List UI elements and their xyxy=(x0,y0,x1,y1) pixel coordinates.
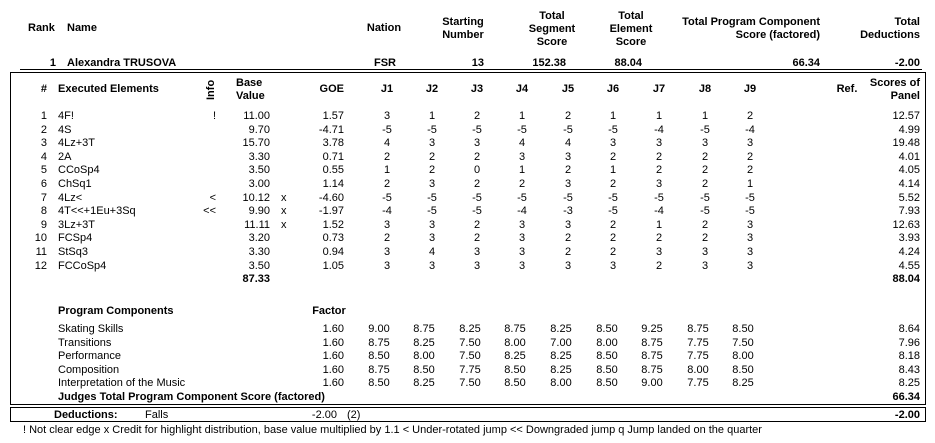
element-judge-score: 3 xyxy=(518,218,526,231)
element-judge-score: 2 xyxy=(518,178,526,190)
component-name: Transitions xyxy=(58,336,112,349)
element-panel-score: 7.93 xyxy=(898,205,920,218)
element-panel-score: 4.14 xyxy=(898,178,920,190)
element-judge-score: 3 xyxy=(473,137,481,150)
element-goe: 3.78 xyxy=(322,137,344,150)
element-judge-score: 4 xyxy=(428,246,436,258)
element-judge-score: 3 xyxy=(473,259,481,272)
element-judge-score: -4 xyxy=(517,205,527,218)
element-credit-mark: x xyxy=(281,205,287,218)
element-number: 4 xyxy=(40,150,47,163)
element-judge-score: 1 xyxy=(701,110,709,122)
elements-score-total: 88.04 xyxy=(892,273,920,286)
judge-header-j4: J4 xyxy=(515,83,529,95)
element-judge-score: -5 xyxy=(608,123,618,136)
element-judge-score: 0 xyxy=(473,164,481,177)
component-judge-score: 8.50 xyxy=(596,363,618,376)
element-judge-score: 2 xyxy=(746,150,754,163)
component-judge-score: 8.25 xyxy=(550,363,572,376)
element-judge-score: -5 xyxy=(563,123,573,136)
goe-header: GOE xyxy=(319,83,344,95)
element-panel-score: 4.99 xyxy=(898,123,920,136)
element-base-value: 3.30 xyxy=(248,150,270,163)
component-factor: 1.60 xyxy=(322,377,344,390)
component-judge-score: 8.75 xyxy=(641,336,663,349)
starting-number-header: Starting xyxy=(442,16,484,28)
elements-box-bottom xyxy=(10,404,926,405)
element-judge-score: 3 xyxy=(383,259,391,272)
component-judge-score: 8.50 xyxy=(504,377,526,390)
element-judge-score: 2 xyxy=(701,178,709,190)
element-judge-score: 3 xyxy=(564,218,572,231)
component-judge-score: 8.75 xyxy=(687,323,709,335)
judge-header-j5: J5 xyxy=(561,83,575,95)
element-judge-score: -5 xyxy=(427,123,437,136)
element-judge-score: -5 xyxy=(608,191,618,204)
element-code: 4Lz< xyxy=(58,191,83,204)
element-panel-score: 19.48 xyxy=(892,137,920,150)
element-judge-score: 3 xyxy=(609,259,617,272)
element-judge-score: -5 xyxy=(382,191,392,204)
element-number: 8 xyxy=(40,205,47,218)
element-judge-score: 2 xyxy=(655,164,663,177)
elements-box-left xyxy=(10,72,11,405)
component-judge-score: 8.50 xyxy=(368,350,390,363)
base-value-total: 87.33 xyxy=(242,273,270,286)
deductions-total: -2.00 xyxy=(894,409,920,421)
component-judge-score: 8.25 xyxy=(550,323,572,335)
element-judge-score: -5 xyxy=(427,191,437,204)
element-judge-score: -4 xyxy=(654,123,664,136)
component-judge-score: 8.00 xyxy=(687,363,709,376)
element-code: 3Lz+3T xyxy=(58,218,95,231)
element-code: CCoSp4 xyxy=(58,164,100,177)
component-name: Interpretation of the Music xyxy=(58,377,186,390)
component-judge-score: 8.50 xyxy=(368,377,390,390)
segment-score-header: Score xyxy=(536,36,568,48)
component-score: 7.96 xyxy=(898,336,920,349)
element-judge-score: 3 xyxy=(746,218,754,231)
component-judge-score: 9.00 xyxy=(641,377,663,390)
element-credit-mark: x xyxy=(281,191,287,204)
element-judge-score: 2 xyxy=(655,259,663,272)
element-code: StSq3 xyxy=(58,246,88,258)
component-factor: 1.60 xyxy=(322,336,344,349)
element-judge-score: 4 xyxy=(518,137,526,150)
segment-score-header: Total xyxy=(539,10,565,22)
element-judge-score: 3 xyxy=(746,259,754,272)
element-judge-score: -5 xyxy=(563,191,573,204)
skater-deductions: -2.00 xyxy=(894,57,920,69)
skater-pcs: 66.34 xyxy=(792,57,820,69)
element-judge-score: 4 xyxy=(383,137,391,150)
element-panel-score: 4.01 xyxy=(898,150,920,163)
rank-header: Rank xyxy=(28,22,55,34)
info-header: Info xyxy=(205,79,217,100)
deductions-count: (2) xyxy=(347,409,361,421)
component-judge-score: 8.00 xyxy=(732,350,754,363)
element-judge-score: 3 xyxy=(701,246,709,258)
element-judge-score: 3 xyxy=(518,232,526,245)
pcs-total-label: Judges Total Program Component Score (factored) xyxy=(58,391,325,403)
element-base-value: 3.20 xyxy=(248,232,270,245)
component-judge-score: 8.75 xyxy=(504,323,526,335)
component-factor: 1.60 xyxy=(322,350,344,363)
element-panel-score: 4.55 xyxy=(898,259,920,272)
element-judge-score: 2 xyxy=(609,232,617,245)
component-judge-score: 8.50 xyxy=(596,377,618,390)
component-judge-score: 8.75 xyxy=(368,336,390,349)
program-components-header: Program Components xyxy=(58,305,174,317)
deductions-box-right xyxy=(925,407,926,422)
component-score: 8.64 xyxy=(898,323,920,335)
component-score: 8.43 xyxy=(898,363,920,376)
element-judge-score: 2 xyxy=(383,178,391,190)
element-judge-score: 3 xyxy=(383,110,391,122)
element-judge-score: -5 xyxy=(517,191,527,204)
deductions-box-left xyxy=(10,407,11,422)
judge-header-j7: J7 xyxy=(652,83,666,95)
element-info: < xyxy=(209,191,216,204)
element-judge-score: 3 xyxy=(655,246,663,258)
component-judge-score: 8.25 xyxy=(504,350,526,363)
component-judge-score: 8.50 xyxy=(413,363,435,376)
element-goe: 0.94 xyxy=(322,246,344,258)
elements-box-top xyxy=(10,72,926,73)
starting-number-header: Number xyxy=(442,29,484,41)
pcs-total-score: 66.34 xyxy=(892,391,920,403)
element-panel-score: 12.63 xyxy=(892,218,920,231)
component-name: Performance xyxy=(58,350,121,363)
element-judge-score: 2 xyxy=(701,150,709,163)
judge-header-j8: J8 xyxy=(698,83,712,95)
element-judge-score: 3 xyxy=(518,246,526,258)
element-judge-score: 3 xyxy=(428,218,436,231)
element-base-value: 9.90 xyxy=(248,205,270,218)
component-judge-score: 8.25 xyxy=(550,350,572,363)
element-number: 9 xyxy=(40,218,47,231)
element-judge-score: 3 xyxy=(428,137,436,150)
element-judge-score: 3 xyxy=(746,232,754,245)
element-judge-score: -5 xyxy=(700,191,710,204)
component-judge-score: 8.50 xyxy=(596,350,618,363)
element-goe: 0.73 xyxy=(322,232,344,245)
element-base-value: 3.50 xyxy=(248,164,270,177)
component-judge-score: 8.00 xyxy=(504,336,526,349)
component-judge-score: 7.75 xyxy=(459,363,481,376)
element-panel-score: 12.57 xyxy=(892,110,920,122)
element-judge-score: -5 xyxy=(517,123,527,136)
element-judge-score: 2 xyxy=(609,218,617,231)
component-judge-score: 8.50 xyxy=(504,363,526,376)
element-base-value: 11.00 xyxy=(243,110,270,122)
legend: ! Not clear edge x Credit for highlight distribution, base value multiplied by 1.1 < Under-rotated jump << Downgraded jump q Jump landed on the quarter xyxy=(23,424,762,436)
element-judge-score: 3 xyxy=(428,178,436,190)
scores-header: Scores of xyxy=(869,77,920,89)
element-goe: 1.14 xyxy=(322,178,344,190)
element-judge-score: 2 xyxy=(609,178,617,190)
component-score: 8.25 xyxy=(898,377,920,390)
element-judge-score: 3 xyxy=(473,246,481,258)
element-info: << xyxy=(203,205,216,218)
skater-segment-score: 152.38 xyxy=(532,57,566,69)
element-judge-score: 3 xyxy=(564,150,572,163)
component-judge-score: 8.00 xyxy=(413,350,435,363)
ref-header: Ref. xyxy=(836,83,858,95)
element-judge-score: 2 xyxy=(564,232,572,245)
element-judge-score: 3 xyxy=(518,259,526,272)
element-score-header: Element xyxy=(609,23,653,35)
component-score: 8.18 xyxy=(898,350,920,363)
component-judge-score: 8.75 xyxy=(641,350,663,363)
executed-elements-header: Executed Elements xyxy=(58,83,159,95)
element-number: 3 xyxy=(40,137,47,150)
component-judge-score: 9.00 xyxy=(368,323,390,335)
element-base-value: 10.12 xyxy=(242,191,270,204)
element-judge-score: 2 xyxy=(609,246,617,258)
component-judge-score: 8.75 xyxy=(368,363,390,376)
element-judge-score: -5 xyxy=(745,205,755,218)
element-goe: 0.71 xyxy=(322,150,344,163)
element-judge-score: 3 xyxy=(383,246,391,258)
element-judge-score: 1 xyxy=(655,218,663,231)
element-judge-score: 2 xyxy=(746,110,754,122)
element-judge-score: 3 xyxy=(609,137,617,150)
element-score-header: Score xyxy=(615,36,647,48)
skater-rank: 1 xyxy=(49,57,56,69)
element-judge-score: 2 xyxy=(473,150,481,163)
pcs-header: Total Program Component xyxy=(682,16,820,28)
element-judge-score: 2 xyxy=(473,232,481,245)
element-judge-score: 2 xyxy=(383,232,391,245)
pcs-header: Score (factored) xyxy=(735,29,820,41)
element-number: 12 xyxy=(34,259,47,272)
component-judge-score: 7.50 xyxy=(459,350,481,363)
element-judge-score: -5 xyxy=(472,191,482,204)
component-judge-score: 8.00 xyxy=(550,377,572,390)
element-judge-score: 2 xyxy=(428,150,436,163)
element-goe: 1.52 xyxy=(322,218,344,231)
element-goe: -4.71 xyxy=(318,123,344,136)
element-base-value: 3.50 xyxy=(248,259,270,272)
element-number: 7 xyxy=(40,191,47,204)
element-panel-score: 4.24 xyxy=(898,246,920,258)
component-judge-score: 7.75 xyxy=(687,336,709,349)
element-judge-score: 1 xyxy=(383,164,391,177)
element-judge-score: 1 xyxy=(518,110,526,122)
element-judge-score: 2 xyxy=(655,150,663,163)
element-base-value: 3.30 xyxy=(248,246,270,258)
judge-header-j2: J2 xyxy=(425,83,439,95)
component-judge-score: 7.00 xyxy=(550,336,572,349)
element-code: 4F! xyxy=(58,110,74,122)
name-header: Name xyxy=(67,22,97,34)
element-judge-score: 1 xyxy=(655,110,663,122)
judge-header-j6: J6 xyxy=(606,83,620,95)
element-base-value: 15.70 xyxy=(242,137,270,150)
element-judge-score: 3 xyxy=(655,178,663,190)
base-value-header: Value xyxy=(236,90,265,102)
element-judge-score: 3 xyxy=(746,246,754,258)
component-judge-score: 7.50 xyxy=(732,336,754,349)
component-judge-score: 7.50 xyxy=(459,336,481,349)
element-judge-score: -4 xyxy=(654,205,664,218)
element-judge-score: 2 xyxy=(564,110,572,122)
element-judge-score: 2 xyxy=(428,164,436,177)
element-judge-score: -5 xyxy=(745,191,755,204)
deductions-header: Deductions xyxy=(860,29,920,41)
element-goe: -1.97 xyxy=(318,205,344,218)
element-judge-score: 2 xyxy=(609,150,617,163)
element-judge-score: 2 xyxy=(473,218,481,231)
component-judge-score: 8.50 xyxy=(596,323,618,335)
element-judge-score: -5 xyxy=(654,191,664,204)
deductions-box-top xyxy=(10,407,926,408)
element-base-value: 11.11 xyxy=(244,218,270,231)
element-judge-score: 2 xyxy=(701,232,709,245)
element-judge-score: 2 xyxy=(746,164,754,177)
element-judge-score: 1 xyxy=(746,178,754,190)
element-judge-score: 4 xyxy=(564,137,572,150)
element-judge-score: -5 xyxy=(700,205,710,218)
element-judge-score: -4 xyxy=(382,205,392,218)
element-goe: 1.05 xyxy=(322,259,344,272)
element-panel-score: 3.93 xyxy=(898,232,920,245)
element-code: 4Lz+3T xyxy=(58,137,95,150)
element-judge-score: -5 xyxy=(382,123,392,136)
component-judge-score: 8.25 xyxy=(732,377,754,390)
factor-header: Factor xyxy=(312,305,346,317)
element-judge-score: 2 xyxy=(701,218,709,231)
component-name: Composition xyxy=(58,363,120,376)
element-code: 4S xyxy=(58,123,72,136)
element-goe: 1.57 xyxy=(322,110,344,122)
element-judge-score: 2 xyxy=(473,178,481,190)
skater-name: Alexandra TRUSOVA xyxy=(67,57,177,69)
component-judge-score: 8.50 xyxy=(732,323,754,335)
scores-header: Panel xyxy=(890,90,920,102)
element-judge-score: 2 xyxy=(383,150,391,163)
element-number: 6 xyxy=(40,178,47,190)
element-judge-score: 3 xyxy=(518,150,526,163)
component-judge-score: 8.25 xyxy=(413,377,435,390)
component-judge-score: 8.50 xyxy=(732,363,754,376)
element-judge-score: -5 xyxy=(700,123,710,136)
element-score-header: Total xyxy=(618,10,644,22)
element-goe: -4.60 xyxy=(318,191,344,204)
skater-nation: FSR xyxy=(374,57,396,69)
element-judge-score: 2 xyxy=(701,164,709,177)
base-value-header: Base xyxy=(236,77,263,89)
component-judge-score: 8.00 xyxy=(596,336,618,349)
element-code: FCSp4 xyxy=(58,232,93,245)
element-judge-score: 3 xyxy=(746,137,754,150)
component-factor: 1.60 xyxy=(322,363,344,376)
element-number: 2 xyxy=(40,123,47,136)
segment-score-header: Segment xyxy=(528,23,576,35)
element-judge-score: 3 xyxy=(564,178,572,190)
component-judge-score: 8.25 xyxy=(413,336,435,349)
deductions-label: Deductions: xyxy=(54,409,118,421)
judge-header-j1: J1 xyxy=(380,83,394,95)
element-judge-score: 3 xyxy=(701,137,709,150)
element-judge-score: -4 xyxy=(745,123,755,136)
element-judge-score: 3 xyxy=(428,232,436,245)
element-judge-score: -5 xyxy=(608,205,618,218)
element-number: 11 xyxy=(35,246,47,258)
element-judge-score: 1 xyxy=(428,110,436,122)
element-judge-score: -5 xyxy=(472,205,482,218)
element-judge-score: -5 xyxy=(427,205,437,218)
nation-header: Nation xyxy=(366,22,402,34)
element-credit-mark: x xyxy=(281,218,287,231)
element-judge-score: 2 xyxy=(564,246,572,258)
num-header: # xyxy=(40,83,47,95)
component-judge-score: 7.75 xyxy=(687,350,709,363)
component-judge-score: 8.25 xyxy=(459,323,481,335)
element-info: ! xyxy=(212,110,216,122)
skater-starting-number: 13 xyxy=(471,57,484,69)
deductions-value: -2.00 xyxy=(311,409,337,421)
element-judge-score: 1 xyxy=(609,164,617,177)
element-base-value: 3.00 xyxy=(248,178,270,190)
component-judge-score: 7.50 xyxy=(459,377,481,390)
element-number: 10 xyxy=(34,232,47,245)
element-number: 5 xyxy=(40,164,47,177)
skater-element-score: 88.04 xyxy=(614,57,642,69)
judge-header-j3: J3 xyxy=(470,83,484,95)
component-name: Skating Skills xyxy=(58,323,124,335)
element-judge-score: 3 xyxy=(701,259,709,272)
element-goe: 0.55 xyxy=(322,164,344,177)
element-judge-score: 1 xyxy=(609,110,617,122)
element-code: ChSq1 xyxy=(58,178,92,190)
element-judge-score: 2 xyxy=(655,232,663,245)
element-judge-score: 3 xyxy=(428,259,436,272)
judge-header-j9: J9 xyxy=(743,83,757,95)
element-judge-score: 3 xyxy=(655,137,663,150)
skater-underline xyxy=(20,69,922,70)
element-judge-score: 2 xyxy=(473,110,481,122)
element-number: 1 xyxy=(40,110,47,122)
component-judge-score: 7.75 xyxy=(687,377,709,390)
component-judge-score: 8.75 xyxy=(641,363,663,376)
element-code: FCCoSp4 xyxy=(58,259,107,272)
element-base-value: 9.70 xyxy=(248,123,270,136)
element-judge-score: 3 xyxy=(383,218,391,231)
component-factor: 1.60 xyxy=(322,323,344,335)
component-judge-score: 9.25 xyxy=(641,323,663,335)
element-judge-score: 2 xyxy=(564,164,572,177)
elements-box-right xyxy=(925,72,926,405)
element-judge-score: 1 xyxy=(518,164,526,177)
deductions-type: Falls xyxy=(145,409,169,421)
element-code: 2A xyxy=(58,150,72,163)
element-panel-score: 5.52 xyxy=(898,191,920,204)
element-panel-score: 4.05 xyxy=(898,164,920,177)
element-code: 4T<<+1Eu+3Sq xyxy=(58,205,136,218)
deductions-header: Total xyxy=(894,16,920,28)
element-judge-score: -3 xyxy=(563,205,573,218)
component-judge-score: 8.75 xyxy=(413,323,435,335)
element-judge-score: 3 xyxy=(564,259,572,272)
element-judge-score: -5 xyxy=(472,123,482,136)
